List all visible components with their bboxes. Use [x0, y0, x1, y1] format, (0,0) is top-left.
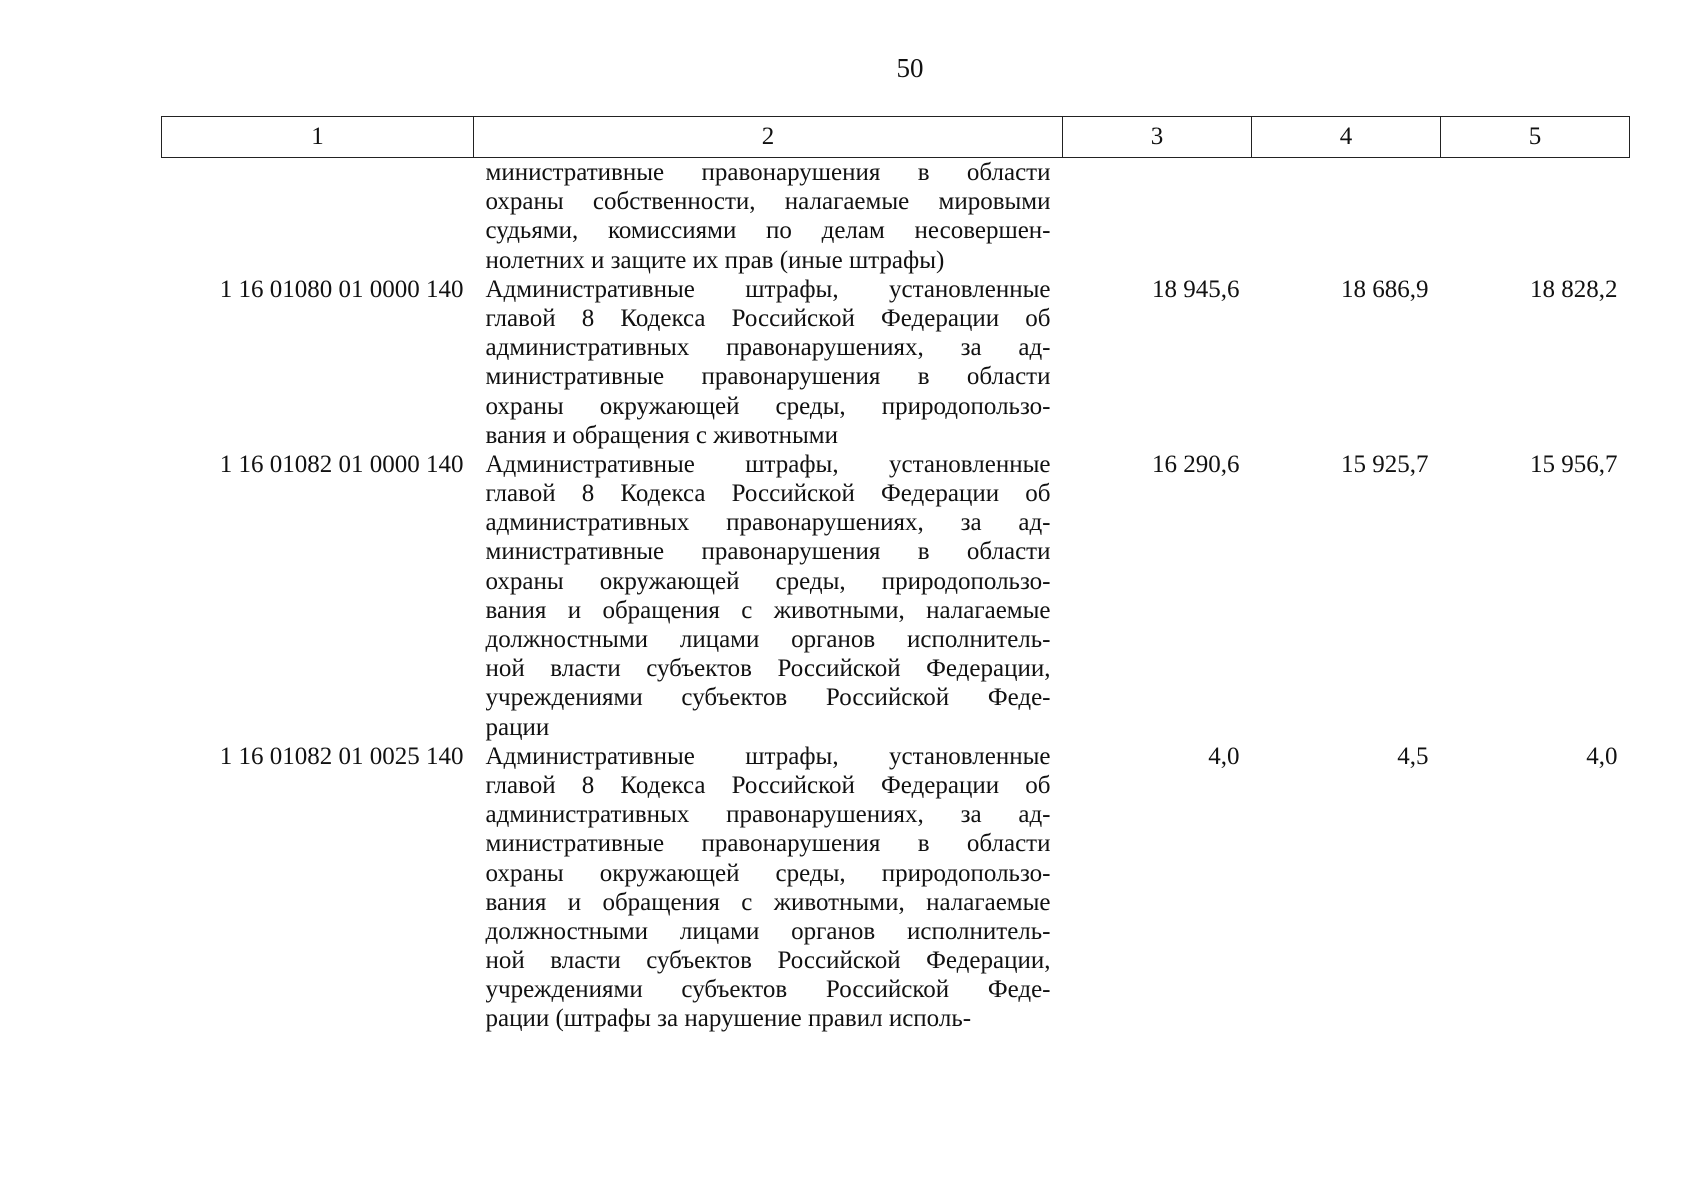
row-value-col3	[1063, 158, 1252, 275]
description-line: судьями, комиссиями по делам несовершен-	[485, 217, 1051, 245]
row-value-col5: 15 956,7	[1530, 450, 1618, 478]
description-line: охраны собственности, налагаемые мировыми	[485, 188, 1051, 216]
row-value-col3: 18 945,6	[1152, 275, 1240, 303]
row-description	[474, 275, 1063, 450]
column-header-5: 5	[1441, 117, 1630, 158]
description-line: ной власти субъектов Российской Федерации,	[485, 947, 1051, 975]
description-line: учреждениями субъектов Российской Феде-	[485, 976, 1051, 1004]
description-line: Административные штрафы, установленные	[485, 450, 1051, 478]
row-code: 1 16 01082 01 0000 140	[219, 450, 464, 478]
table-body	[162, 158, 1630, 1034]
description-line: вания и обращения с животными, налагаемые	[485, 888, 1051, 916]
description-line: рации (штрафы за нарушение правил исполь-	[485, 1005, 972, 1033]
description-line: министративные правонарушения в области	[485, 538, 1051, 566]
description-line: нолетних и защите их прав (иные штрафы)	[485, 246, 945, 274]
row-value-col3: 16 290,6	[1152, 450, 1240, 478]
row-value-col4: 4,5	[1397, 742, 1429, 770]
description-line: охраны окружающей среды, природопользо-	[485, 859, 1051, 887]
description-line: главой 8 Кодекса Российской Федерации об	[485, 304, 1051, 332]
description-line: министративные правонарушения в области	[485, 159, 1051, 186]
description-line: административных правонарушениях, за ад-	[485, 801, 1051, 829]
row-value-col4: 15 925,7	[1341, 450, 1429, 478]
row-value-col5: 18 828,2	[1530, 275, 1618, 303]
column-header-4: 4	[1252, 117, 1441, 158]
row-value-col5: 4,0	[1586, 742, 1618, 770]
budget-table	[161, 116, 1630, 1034]
table-row	[162, 158, 1630, 275]
description-line: охраны окружающей среды, природопользо-	[485, 567, 1051, 595]
row-value-col3: 4,0	[1208, 742, 1240, 770]
description-line: учреждениями субъектов Российской Феде-	[485, 684, 1051, 712]
row-code	[162, 158, 474, 275]
description-line: главой 8 Кодекса Российской Федерации об	[485, 771, 1051, 799]
column-header-3: 3	[1063, 117, 1252, 158]
description-line: Административные штрафы, установленные	[485, 742, 1051, 770]
row-description	[474, 450, 1063, 742]
description-line: должностными лицами органов исполнитель-	[485, 917, 1051, 945]
description-line: рации	[485, 713, 550, 741]
row-value-col4: 18 686,9	[1341, 275, 1429, 303]
header-row	[162, 117, 1630, 158]
table-row	[162, 450, 1630, 742]
page-number: 50	[896, 53, 924, 83]
description-line: охраны окружающей среды, природопользо-	[485, 392, 1051, 420]
description-line: Административные штрафы, установленные	[485, 275, 1051, 303]
row-description	[474, 742, 1063, 1034]
description-line: главой 8 Кодекса Российской Федерации об	[485, 480, 1051, 508]
description-line: министративные правонарушения в области	[485, 363, 1051, 391]
row-code: 1 16 01082 01 0025 140	[219, 742, 464, 770]
table-row	[162, 275, 1630, 450]
description-line: административных правонарушениях, за ад-	[485, 509, 1051, 537]
row-description	[474, 158, 1063, 275]
table-row	[162, 742, 1630, 1034]
description-line: ной власти субъектов Российской Федерации,	[485, 655, 1051, 683]
description-line: вания и обращения с животными	[485, 421, 838, 449]
description-line: вания и обращения с животными, налагаемые	[485, 596, 1051, 624]
table-header	[162, 117, 1630, 158]
row-value-col4	[1252, 158, 1441, 275]
description-line: министративные правонарушения в области	[485, 830, 1051, 858]
description-line: административных правонарушениях, за ад-	[485, 334, 1051, 362]
row-value-col5	[1441, 158, 1630, 275]
row-code: 1 16 01080 01 0000 140	[219, 275, 464, 303]
column-header-2: 2	[474, 117, 1063, 158]
column-header-1: 1	[162, 117, 474, 158]
description-line: должностными лицами органов исполнитель-	[485, 626, 1051, 653]
